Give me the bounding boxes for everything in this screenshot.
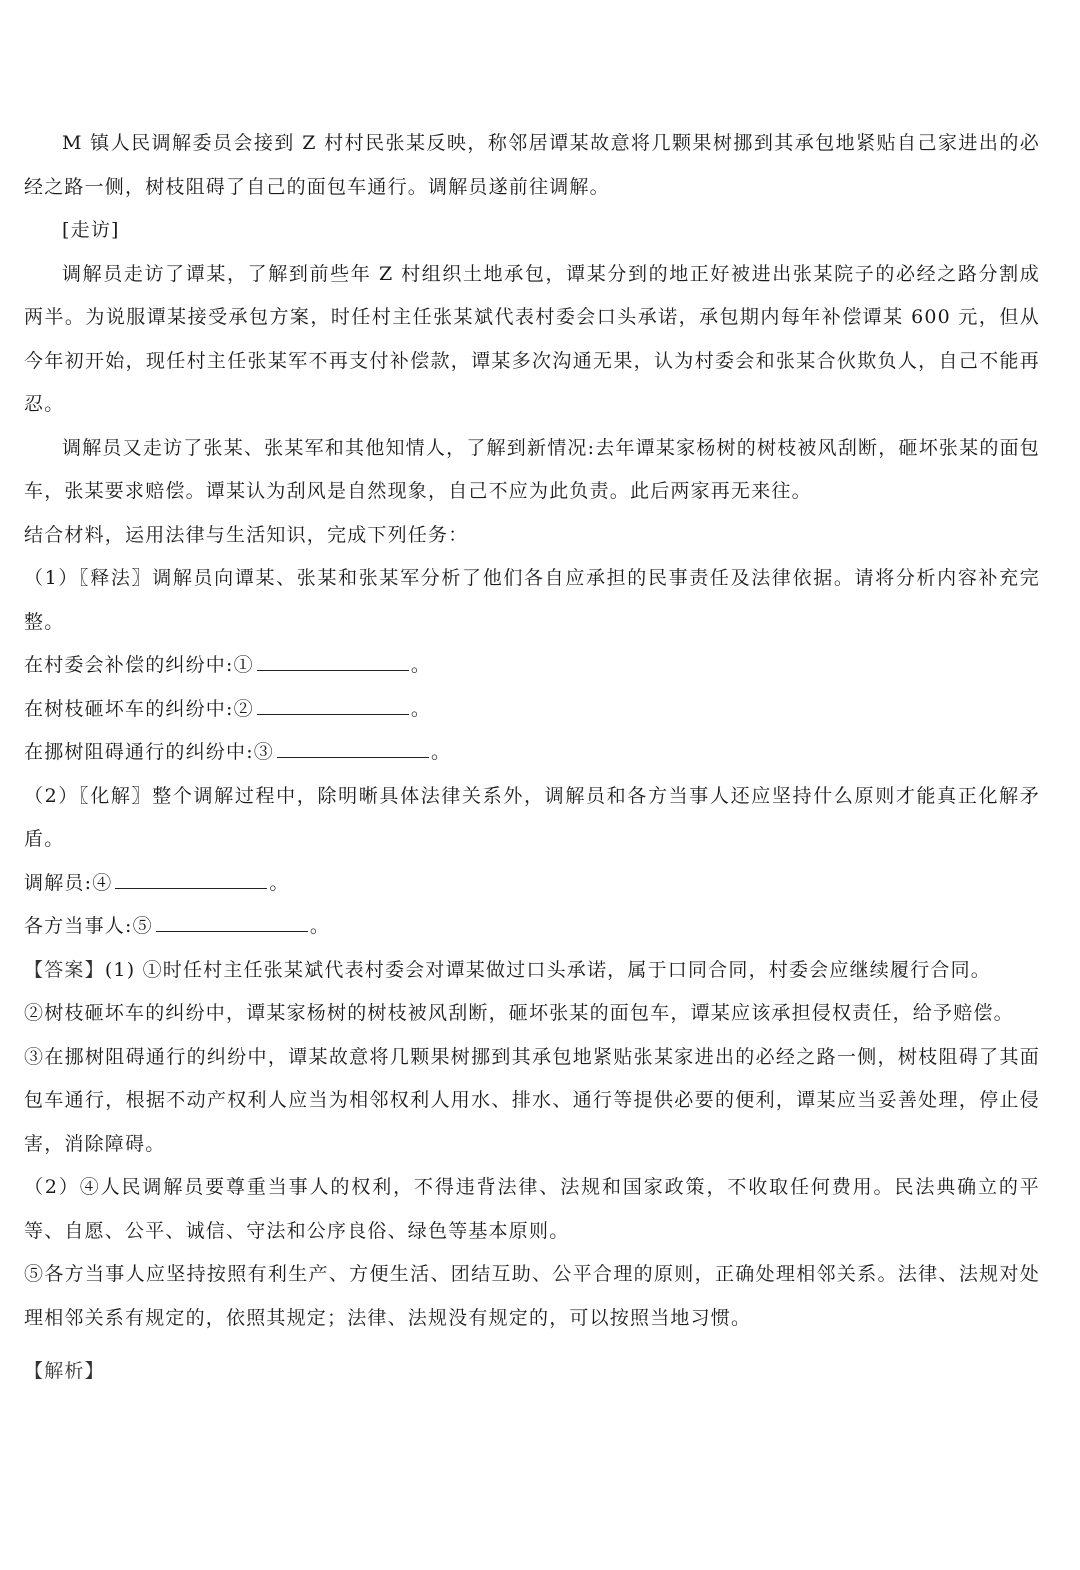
question-2: （2）〖化解〗整个调解过程中，除明晰具体法律关系外，调解员和各方当事人还应坚持什么原则才能真正化解矛盾。 bbox=[24, 784, 1040, 850]
answer-3: ③在挪树阻碍通行的纠纷中，谭某故意将几颗果树挪到其承包地紧贴张某家进出的必经之路一侧，树枝阻碍了其面包车通行，根据不动产权利人应当为相邻权利人用水、排水、通行等提供必要的便利，谭某应当妥善处理，停止侵害，消除障碍。 bbox=[24, 1045, 1040, 1155]
tasks-section bbox=[24, 514, 1040, 949]
section-label-visit: [走访] bbox=[62, 219, 120, 241]
material-visit-2: 调解员又走访了张某、张某军和其他知情人，了解到新情况:去年谭某家杨树的树枝被风刮断，砸坏张某的面包车，张某要求赔偿。谭某认为刮风是自然现象，自己不应为此负责。此后两家再无来往。 bbox=[24, 436, 1040, 502]
analysis-tag: 【解析】 bbox=[24, 1360, 105, 1382]
answer-4: （2）④人民调解员要尊重当事人的权利，不得违背法律、法规和国家政策，不收取任何费用。民法典确立的平等、自愿、公平、诚信、守法和公序良俗、绿色等基本原则。 bbox=[24, 1176, 1040, 1242]
answer-blank-5 bbox=[156, 911, 308, 932]
fill-suffix: 。 bbox=[410, 654, 432, 676]
task-instruction: 结合材料，运用法律与生活知识，完成下列任务： bbox=[24, 523, 469, 546]
fill-line-2 bbox=[24, 688, 1040, 732]
answer-blank-1 bbox=[257, 650, 409, 671]
answer-section bbox=[24, 949, 1040, 1341]
fill-2-prefix: 在树枝砸坏车的纠纷中:② bbox=[24, 697, 254, 720]
fill-4-prefix: 调解员:④ bbox=[24, 871, 113, 894]
answer-2: ②树枝砸坏车的纠纷中，谭某家杨树的树枝被风刮断，砸坏张某的面包车，谭某应该承担侵权责任，给予赔偿。 bbox=[24, 1002, 1014, 1024]
answer-tag: 【答案】 bbox=[24, 958, 105, 981]
question-1: （1）〖释法〗调解员向谭某、张某和张某军分析了他们各自应承担的民事责任及法律依据。请将分析内容补充完整。 bbox=[24, 567, 1040, 633]
fill-line-3 bbox=[24, 731, 1040, 775]
fill-line-4 bbox=[24, 862, 1040, 906]
fill-line-5 bbox=[24, 905, 1040, 949]
material-intro: M 镇人民调解委员会接到 Z 村村民张某反映，称邻居谭某故意将几颗果树挪到其承包地紧贴自己家进出的必经之路一侧，树枝阻碍了自己的面包车通行。调解员遂前往调解。 bbox=[24, 132, 1040, 198]
answer-1-text: (1) ①时任村主任张某斌代表村委会对谭某做过口头承诺，属于口同合同，村委会应继续履行合同。 bbox=[104, 958, 991, 981]
fill-suffix: 。 bbox=[431, 741, 452, 763]
answer-blank-2 bbox=[257, 694, 409, 715]
material-section bbox=[24, 122, 1040, 514]
fill-suffix: 。 bbox=[410, 697, 432, 720]
answer-5: ⑤各方当事人应坚持按照有利生产、方便生活、团结互助、公平合理的原则，正确处理相邻关系。法律、法规对处理相邻关系有规定的，依照其规定；法律、法规没有规定的，可以按照当地习惯。 bbox=[24, 1263, 1040, 1329]
fill-suffix: 。 bbox=[309, 915, 331, 937]
fill-3-prefix: 在挪树阻碍通行的纠纷中:③ bbox=[24, 741, 275, 763]
answer-blank-3 bbox=[277, 737, 429, 758]
answer-blank-4 bbox=[115, 868, 267, 889]
fill-suffix: 。 bbox=[269, 871, 290, 894]
fill-5-prefix: 各方当事人:⑤ bbox=[24, 915, 153, 937]
fill-1-prefix: 在村委会补偿的纠纷中:① bbox=[24, 654, 254, 676]
fill-line-1 bbox=[24, 644, 1040, 688]
material-visit-1: 调解员走访了谭某，了解到前些年 Z 村组织土地承包，谭某分到的地正好被进出张某院子的必经之路分割成两半。为说服谭某接受承包方案，时任村主任张某斌代表村委会口头承诺，承包期内每年补偿谭某 600 元，但从今年初开始，现任村主任张某军不再支付补偿款，谭某多次沟通无果，认为村委会和张某合伙欺负人，自己不能再忍。 bbox=[24, 262, 1040, 415]
answer-1 bbox=[24, 949, 1040, 993]
